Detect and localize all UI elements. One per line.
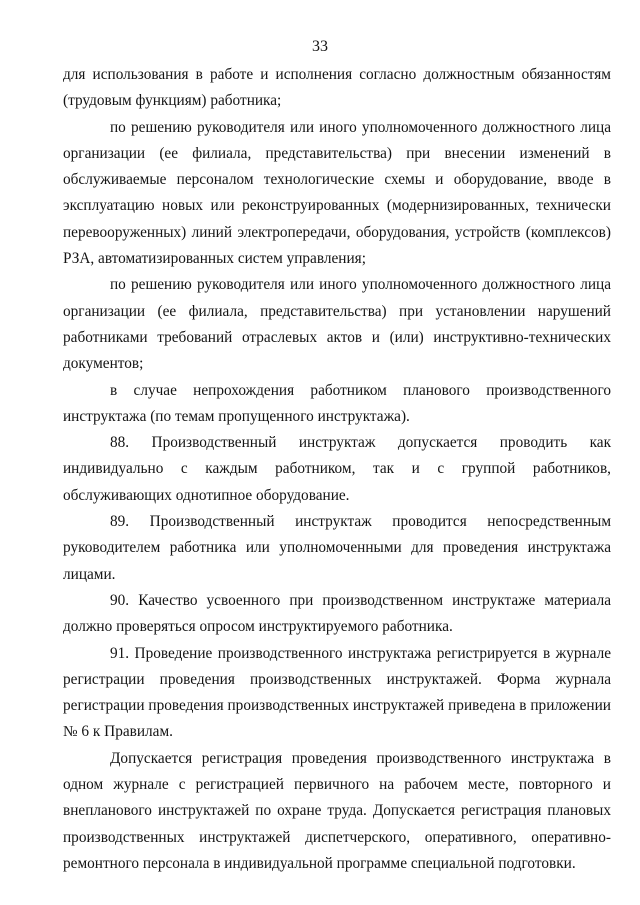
- paragraph-change-in-equipment: по решению руководителя или иного уполномоченного должностного лица организации (ее филиала, представительства) при внесении изменений в обслуживаемые персоналом технологические схемы и оборудование, вводе в эксплуатацию новых или реконструированных (модернизированных, технически перевооруженных) линий электропередачи, оборудования, устройств (комплексов) РЗА, автоматизированных систем управления;: [63, 118, 611, 268]
- clause-91: 91. Проведение производственного инструктажа регистрируется в журнале регистрации проведения производственных инструктажей. Форма журнала регистрации проведения производственных инструктажей приведена в приложении № 6 к Правилам.: [63, 644, 611, 741]
- clause-89: 89. Производственный инструктаж проводится непосредственным руководителем работника или уполномоченными для проведения инструктажа лицами.: [63, 513, 611, 583]
- clause-88: 88. Производственный инструктаж допускается проводить как индивидуально с каждым работником, так и с группой работников, обслуживающих однотипное оборудование.: [63, 434, 611, 504]
- paragraph-violation-of-requirements: по решению руководителя или иного уполномоченного должностного лица организации (ее филиала, представительства) при установлении нарушений работниками требований отраслевых актов и (или) инструктивно-технических документов;: [63, 276, 611, 373]
- paragraph-missed-briefing: в случае непрохождения работником планового производственного инструктажа (по темам пропущенного инструктажа).: [63, 381, 611, 425]
- document-body: [63, 62, 611, 877]
- page-number: 33: [312, 38, 328, 55]
- paragraph-registration-permitted: Допускается регистрация проведения производственного инструктажа в одном журнале с регистрацией первичного на рабочем месте, повторного и внепланового инструктажей по охране труда. Допускается регистрация плановых производственных инструктажей диспетчерского, оперативного, оперативно-ремонтного персонала в индивидуальной программе специальной подготовки.: [63, 749, 611, 872]
- paragraph-continuation: для использования в работе и исполнения согласно должностным обязанностям (трудовым функциям) работника;: [63, 66, 611, 110]
- clause-90: 90. Качество усвоенного при производственном инструктаже материала должно проверяться опросом инструктируемого работника.: [63, 591, 611, 636]
